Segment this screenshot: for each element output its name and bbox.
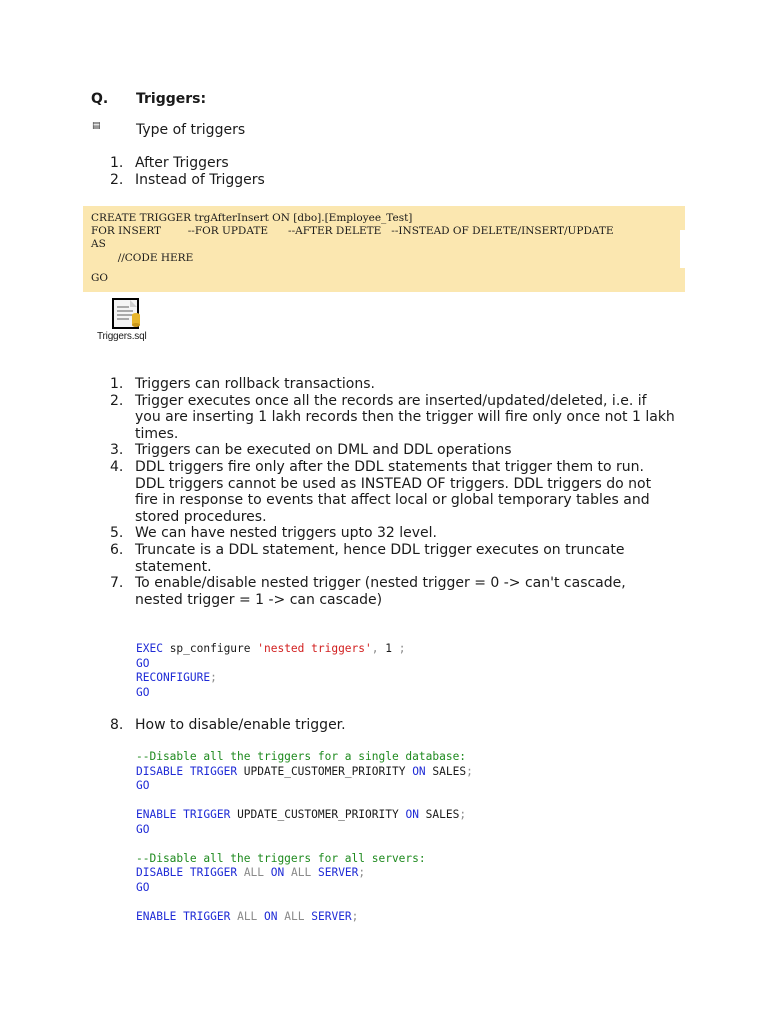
list-item: 3. Triggers can be executed on DML and DDL operations: [110, 442, 512, 459]
list-item: 2. Instead of Triggers: [110, 171, 265, 188]
attachment-filename[interactable]: Triggers.sql: [97, 331, 147, 342]
sql-file-icon[interactable]: [110, 297, 144, 331]
code-line: CREATE TRIGGER trgAfterInsert ON [dbo].[Employee_Test]: [91, 212, 413, 224]
question-label: Q.: [91, 91, 109, 107]
nested-triggers-code: EXEC sp_configure 'nested triggers', 1 ; GO RECONFIGURE; GO: [136, 642, 406, 699]
code-box-edge: [680, 230, 685, 268]
code-line: AS: [91, 238, 106, 250]
list-item: 4. DDL triggers fire only after the DDL statements that trigger them to run. DDL triggers cannot be used as INSTEAD OF triggers. DDL triggers do not fire in response to events that affect local or global temporary tables and stored procedures.: [110, 458, 652, 525]
disable-enable-list: [110, 717, 675, 734]
bullet-text: Type of triggers: [136, 122, 246, 138]
list-item: 7. To enable/disable nested trigger (nested trigger = 0 -> can't cascade, nested trigger = 1 -> can cascade): [110, 575, 626, 608]
trigger-facts-list: [110, 376, 675, 608]
trigger-types-list: [110, 155, 675, 188]
create-trigger-code-block: [83, 206, 685, 292]
code-line: GO: [91, 272, 108, 284]
list-item: 1. After Triggers: [110, 155, 229, 171]
question-title: Triggers:: [136, 91, 207, 107]
list-item: 6. Truncate is a DDL statement, hence DDL trigger executes on truncate statement.: [110, 541, 625, 575]
list-item: 2. Trigger executes once all the records are inserted/updated/deleted, i.e. if you are inserting 1 lakh records then the trigger will fire only once not 1 lakh times.: [110, 392, 675, 442]
disable-enable-code: --Disable all the triggers for a single database: DISABLE TRIGGER UPDATE_CUSTOMER_PRIORITY ON SALES; GO ENABLE TRIGGER UPDATE_CUSTOMER_PRIORITY ON SALES; GO --Disable all the triggers for all servers: DISABLE TRIGGER ALL ON ALL SERVER; GO ENABLE TRIGGER ALL ON ALL SERVER;: [136, 750, 473, 923]
list-bullet-icon: ▤: [92, 121, 101, 131]
list-item: 8. How to disable/enable trigger.: [110, 717, 346, 733]
list-item: 5. We can have nested triggers upto 32 level.: [110, 525, 437, 542]
code-line: FOR INSERT --FOR UPDATE --AFTER DELETE --INSTEAD OF DELETE/INSERT/UPDATE: [91, 225, 614, 237]
list-item: 1. Triggers can rollback transactions.: [110, 376, 375, 392]
code-line: //CODE HERE: [91, 252, 194, 264]
